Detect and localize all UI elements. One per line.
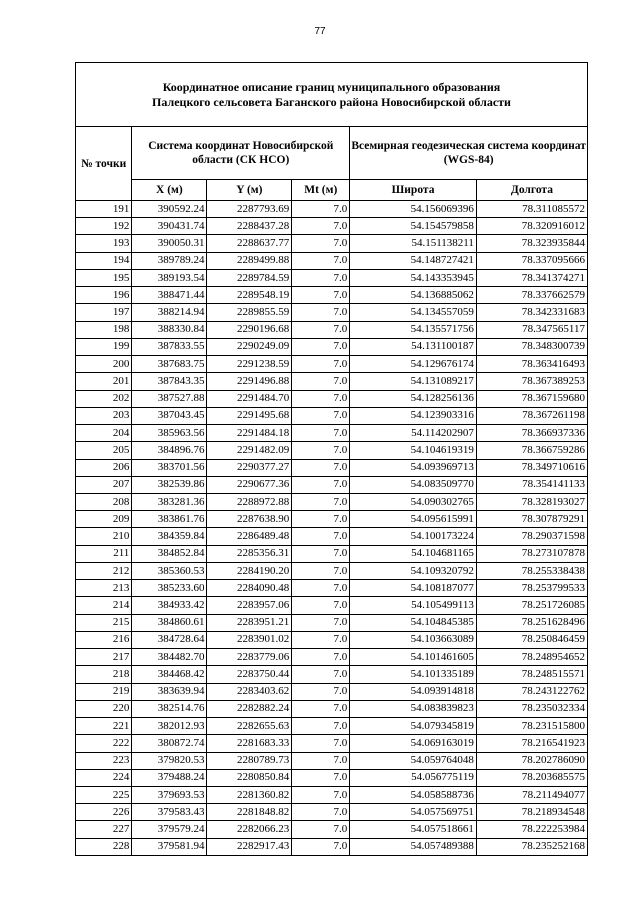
cell-mt: 7.0	[292, 390, 350, 407]
cell-y: 2291484.18	[207, 425, 292, 442]
cell-point-no: 199	[76, 338, 132, 355]
table-row	[76, 580, 587, 597]
cell-longitude: 78.255338438	[476, 562, 587, 579]
cell-point-no: 207	[76, 476, 132, 493]
cell-x: 379488.24	[132, 769, 207, 786]
header-mt: Mt (м)	[292, 180, 350, 201]
cell-point-no: 225	[76, 786, 132, 803]
cell-point-no: 203	[76, 407, 132, 424]
cell-longitude: 78.349710616	[476, 459, 587, 476]
cell-point-no: 200	[76, 356, 132, 373]
cell-longitude: 78.337662579	[476, 287, 587, 304]
cell-x: 383281.36	[132, 493, 207, 510]
cell-x: 384468.42	[132, 666, 207, 683]
cell-latitude: 54.131100187	[350, 338, 477, 355]
cell-point-no: 220	[76, 700, 132, 717]
table-row	[76, 321, 587, 338]
cell-point-no: 224	[76, 769, 132, 786]
cell-point-no: 213	[76, 580, 132, 597]
cell-point-no: 205	[76, 442, 132, 459]
cell-y: 2283901.02	[207, 631, 292, 648]
cell-latitude: 54.114202907	[350, 425, 477, 442]
cell-longitude: 78.367261198	[476, 407, 587, 424]
page-number: 77	[314, 26, 326, 37]
cell-point-no: 217	[76, 649, 132, 666]
cell-y: 2280850.84	[207, 769, 292, 786]
table-row	[76, 769, 587, 786]
table-row	[76, 562, 587, 579]
cell-mt: 7.0	[292, 597, 350, 614]
cell-x: 387043.45	[132, 407, 207, 424]
cell-point-no: 212	[76, 562, 132, 579]
table-row	[76, 338, 587, 355]
header-local-system: Система координат Новосибирской области (СК НСО)	[132, 127, 350, 180]
cell-point-no: 204	[76, 425, 132, 442]
cell-point-no: 191	[76, 201, 132, 218]
table-row	[76, 838, 587, 855]
cell-point-no: 222	[76, 735, 132, 752]
cell-mt: 7.0	[292, 528, 350, 545]
cell-mt: 7.0	[292, 718, 350, 735]
cell-x: 384852.84	[132, 545, 207, 562]
cell-mt: 7.0	[292, 459, 350, 476]
cell-latitude: 54.105499113	[350, 597, 477, 614]
cell-x: 385233.60	[132, 580, 207, 597]
cell-x: 385360.53	[132, 562, 207, 579]
cell-point-no: 206	[76, 459, 132, 476]
coordinates-table	[76, 127, 587, 855]
cell-x: 389193.54	[132, 269, 207, 286]
table-row	[76, 752, 587, 769]
cell-x: 382514.76	[132, 700, 207, 717]
cell-y: 2281848.82	[207, 804, 292, 821]
cell-mt: 7.0	[292, 338, 350, 355]
cell-longitude: 78.222253984	[476, 821, 587, 838]
cell-mt: 7.0	[292, 562, 350, 579]
cell-mt: 7.0	[292, 752, 350, 769]
cell-point-no: 223	[76, 752, 132, 769]
cell-x: 387833.55	[132, 338, 207, 355]
title-line-1: Координатное описание границ муниципального образования	[162, 79, 501, 94]
cell-x: 382539.86	[132, 476, 207, 493]
cell-y: 2286489.48	[207, 528, 292, 545]
cell-y: 2291496.88	[207, 373, 292, 390]
table-row	[76, 666, 587, 683]
cell-longitude: 78.366759286	[476, 442, 587, 459]
cell-y: 2290249.09	[207, 338, 292, 355]
cell-mt: 7.0	[292, 631, 350, 648]
table-row	[76, 511, 587, 528]
cell-longitude: 78.311085572	[476, 201, 587, 218]
cell-x: 379579.24	[132, 821, 207, 838]
cell-longitude: 78.248954652	[476, 649, 587, 666]
cell-latitude: 54.079345819	[350, 718, 477, 735]
cell-x: 379583.43	[132, 804, 207, 821]
cell-mt: 7.0	[292, 545, 350, 562]
cell-latitude: 54.148727421	[350, 252, 477, 269]
cell-x: 383639.94	[132, 683, 207, 700]
table-row	[76, 252, 587, 269]
cell-mt: 7.0	[292, 476, 350, 493]
cell-x: 388330.84	[132, 321, 207, 338]
cell-point-no: 209	[76, 511, 132, 528]
header-latitude: Широта	[350, 180, 477, 201]
cell-mt: 7.0	[292, 769, 350, 786]
cell-x: 384860.61	[132, 614, 207, 631]
cell-y: 2289855.59	[207, 304, 292, 321]
cell-point-no: 210	[76, 528, 132, 545]
table-row	[76, 269, 587, 286]
cell-y: 2288437.28	[207, 218, 292, 235]
table-row	[76, 493, 587, 510]
cell-y: 2287638.90	[207, 511, 292, 528]
cell-mt: 7.0	[292, 425, 350, 442]
cell-latitude: 54.059764048	[350, 752, 477, 769]
cell-mt: 7.0	[292, 649, 350, 666]
cell-mt: 7.0	[292, 614, 350, 631]
cell-longitude: 78.231515800	[476, 718, 587, 735]
cell-x: 384482.70	[132, 649, 207, 666]
cell-longitude: 78.347565117	[476, 321, 587, 338]
cell-latitude: 54.056775119	[350, 769, 477, 786]
cell-mt: 7.0	[292, 580, 350, 597]
cell-latitude: 54.136885062	[350, 287, 477, 304]
cell-x: 384896.76	[132, 442, 207, 459]
cell-longitude: 78.235252168	[476, 838, 587, 855]
cell-x: 380872.74	[132, 735, 207, 752]
cell-point-no: 208	[76, 493, 132, 510]
cell-point-no: 226	[76, 804, 132, 821]
cell-longitude: 78.202786090	[476, 752, 587, 769]
cell-point-no: 195	[76, 269, 132, 286]
table-row	[76, 235, 587, 252]
cell-longitude: 78.211494077	[476, 786, 587, 803]
cell-x: 383701.56	[132, 459, 207, 476]
cell-x: 390050.31	[132, 235, 207, 252]
cell-x: 389789.24	[132, 252, 207, 269]
cell-point-no: 211	[76, 545, 132, 562]
cell-latitude: 54.093914818	[350, 683, 477, 700]
cell-longitude: 78.337095666	[476, 252, 587, 269]
cell-mt: 7.0	[292, 373, 350, 390]
cell-x: 388214.94	[132, 304, 207, 321]
cell-longitude: 78.363416493	[476, 356, 587, 373]
cell-point-no: 198	[76, 321, 132, 338]
cell-mt: 7.0	[292, 493, 350, 510]
cell-x: 390592.24	[132, 201, 207, 218]
header-longitude: Долгота	[476, 180, 587, 201]
cell-x: 382012.93	[132, 718, 207, 735]
cell-longitude: 78.342331683	[476, 304, 587, 321]
header-wgs-system: Всемирная геодезическая система координат (WGS-84)	[350, 127, 587, 180]
cell-y: 2283951.21	[207, 614, 292, 631]
cell-longitude: 78.243122762	[476, 683, 587, 700]
table-row	[76, 304, 587, 321]
cell-latitude: 54.143353945	[350, 269, 477, 286]
cell-mt: 7.0	[292, 683, 350, 700]
cell-mt: 7.0	[292, 700, 350, 717]
table-row	[76, 597, 587, 614]
table-body	[76, 201, 587, 855]
cell-point-no: 194	[76, 252, 132, 269]
cell-y: 2289784.59	[207, 269, 292, 286]
cell-mt: 7.0	[292, 287, 350, 304]
cell-y: 2282655.63	[207, 718, 292, 735]
cell-y: 2283957.06	[207, 597, 292, 614]
document-title	[76, 63, 587, 127]
cell-mt: 7.0	[292, 252, 350, 269]
table-row	[76, 649, 587, 666]
cell-point-no: 227	[76, 821, 132, 838]
table-row	[76, 528, 587, 545]
cell-mt: 7.0	[292, 269, 350, 286]
cell-mt: 7.0	[292, 356, 350, 373]
header-y: Y (м)	[207, 180, 292, 201]
cell-y: 2281360.82	[207, 786, 292, 803]
cell-y: 2284090.48	[207, 580, 292, 597]
cell-longitude: 78.235032334	[476, 700, 587, 717]
cell-y: 2282066.23	[207, 821, 292, 838]
cell-latitude: 54.104681165	[350, 545, 477, 562]
cell-x: 388471.44	[132, 287, 207, 304]
cell-longitude: 78.218934548	[476, 804, 587, 821]
cell-latitude: 54.057489388	[350, 838, 477, 855]
cell-mt: 7.0	[292, 407, 350, 424]
table-row	[76, 476, 587, 493]
cell-longitude: 78.203685575	[476, 769, 587, 786]
cell-longitude: 78.366937336	[476, 425, 587, 442]
cell-latitude: 54.128256136	[350, 390, 477, 407]
cell-longitude: 78.367389253	[476, 373, 587, 390]
cell-x: 387527.88	[132, 390, 207, 407]
cell-x: 387843.35	[132, 373, 207, 390]
cell-longitude: 78.307879291	[476, 511, 587, 528]
cell-latitude: 54.156069396	[350, 201, 477, 218]
cell-point-no: 202	[76, 390, 132, 407]
cell-x: 390431.74	[132, 218, 207, 235]
cell-x: 384359.84	[132, 528, 207, 545]
cell-longitude: 78.348300739	[476, 338, 587, 355]
cell-point-no: 216	[76, 631, 132, 648]
table-row	[76, 786, 587, 803]
cell-point-no: 197	[76, 304, 132, 321]
cell-longitude: 78.250846459	[476, 631, 587, 648]
cell-longitude: 78.253799533	[476, 580, 587, 597]
table-row	[76, 718, 587, 735]
cell-point-no: 192	[76, 218, 132, 235]
coordinate-document	[75, 62, 588, 856]
table-row	[76, 442, 587, 459]
cell-latitude: 54.134557059	[350, 304, 477, 321]
cell-longitude: 78.354141133	[476, 476, 587, 493]
table-row	[76, 425, 587, 442]
cell-y: 2283779.06	[207, 649, 292, 666]
cell-longitude: 78.320916012	[476, 218, 587, 235]
cell-latitude: 54.069163019	[350, 735, 477, 752]
cell-mt: 7.0	[292, 321, 350, 338]
cell-longitude: 78.367159680	[476, 390, 587, 407]
cell-latitude: 54.083509770	[350, 476, 477, 493]
table-row	[76, 700, 587, 717]
cell-y: 2282882.24	[207, 700, 292, 717]
header-x: X (м)	[132, 180, 207, 201]
cell-y: 2283403.62	[207, 683, 292, 700]
table-row	[76, 218, 587, 235]
cell-mt: 7.0	[292, 821, 350, 838]
table-row	[76, 821, 587, 838]
table-row	[76, 735, 587, 752]
table-row	[76, 390, 587, 407]
cell-latitude: 54.093969713	[350, 459, 477, 476]
cell-point-no: 219	[76, 683, 132, 700]
cell-latitude: 54.129676174	[350, 356, 477, 373]
cell-latitude: 54.108187077	[350, 580, 477, 597]
cell-latitude: 54.083839823	[350, 700, 477, 717]
cell-x: 379581.94	[132, 838, 207, 855]
cell-latitude: 54.135571756	[350, 321, 477, 338]
cell-longitude: 78.290371598	[476, 528, 587, 545]
cell-x: 385963.56	[132, 425, 207, 442]
cell-latitude: 54.101335189	[350, 666, 477, 683]
cell-point-no: 228	[76, 838, 132, 855]
cell-longitude: 78.328193027	[476, 493, 587, 510]
cell-y: 2290196.68	[207, 321, 292, 338]
table-row	[76, 545, 587, 562]
header-point-no: № точки	[76, 127, 132, 201]
cell-mt: 7.0	[292, 666, 350, 683]
cell-latitude: 54.100173224	[350, 528, 477, 545]
cell-longitude: 78.323935844	[476, 235, 587, 252]
table-row	[76, 356, 587, 373]
cell-mt: 7.0	[292, 304, 350, 321]
cell-x: 387683.75	[132, 356, 207, 373]
cell-point-no: 214	[76, 597, 132, 614]
cell-y: 2288972.88	[207, 493, 292, 510]
table-row	[76, 407, 587, 424]
cell-y: 2291495.68	[207, 407, 292, 424]
cell-point-no: 193	[76, 235, 132, 252]
cell-y: 2291484.70	[207, 390, 292, 407]
cell-latitude: 54.109320792	[350, 562, 477, 579]
cell-latitude: 54.090302765	[350, 493, 477, 510]
cell-mt: 7.0	[292, 511, 350, 528]
cell-longitude: 78.273107878	[476, 545, 587, 562]
cell-mt: 7.0	[292, 804, 350, 821]
cell-longitude: 78.251628496	[476, 614, 587, 631]
cell-mt: 7.0	[292, 786, 350, 803]
table-row	[76, 459, 587, 476]
cell-latitude: 54.104619319	[350, 442, 477, 459]
cell-y: 2287793.69	[207, 201, 292, 218]
cell-point-no: 196	[76, 287, 132, 304]
cell-x: 383861.76	[132, 511, 207, 528]
cell-latitude: 54.154579858	[350, 218, 477, 235]
cell-x: 384728.64	[132, 631, 207, 648]
cell-y: 2281683.33	[207, 735, 292, 752]
cell-y: 2284190.20	[207, 562, 292, 579]
cell-longitude: 78.216541923	[476, 735, 587, 752]
table-row	[76, 373, 587, 390]
cell-y: 2290677.36	[207, 476, 292, 493]
table-row	[76, 287, 587, 304]
cell-latitude: 54.095615991	[350, 511, 477, 528]
cell-mt: 7.0	[292, 442, 350, 459]
cell-mt: 7.0	[292, 735, 350, 752]
cell-point-no: 221	[76, 718, 132, 735]
cell-y: 2282917.43	[207, 838, 292, 855]
table-row	[76, 804, 587, 821]
title-line-2: Палецкого сельсовета Баганского района Новосибирской области	[152, 94, 511, 109]
cell-latitude: 54.058588736	[350, 786, 477, 803]
cell-latitude: 54.104845385	[350, 614, 477, 631]
cell-latitude: 54.103663089	[350, 631, 477, 648]
cell-y: 2289548.19	[207, 287, 292, 304]
cell-y: 2290377.27	[207, 459, 292, 476]
cell-mt: 7.0	[292, 235, 350, 252]
cell-latitude: 54.057518661	[350, 821, 477, 838]
cell-mt: 7.0	[292, 838, 350, 855]
cell-latitude: 54.057569751	[350, 804, 477, 821]
cell-y: 2280789.73	[207, 752, 292, 769]
cell-point-no: 218	[76, 666, 132, 683]
cell-latitude: 54.151138211	[350, 235, 477, 252]
cell-y: 2285356.31	[207, 545, 292, 562]
cell-y: 2283750.44	[207, 666, 292, 683]
cell-y: 2288637.77	[207, 235, 292, 252]
cell-longitude: 78.248515571	[476, 666, 587, 683]
cell-point-no: 201	[76, 373, 132, 390]
cell-longitude: 78.251726085	[476, 597, 587, 614]
cell-x: 379693.53	[132, 786, 207, 803]
cell-latitude: 54.101461605	[350, 649, 477, 666]
cell-point-no: 215	[76, 614, 132, 631]
table-row	[76, 201, 587, 218]
cell-mt: 7.0	[292, 218, 350, 235]
cell-y: 2289499.88	[207, 252, 292, 269]
cell-mt: 7.0	[292, 201, 350, 218]
table-row	[76, 631, 587, 648]
cell-longitude: 78.341374271	[476, 269, 587, 286]
cell-y: 2291238.59	[207, 356, 292, 373]
cell-x: 379820.53	[132, 752, 207, 769]
cell-y: 2291482.09	[207, 442, 292, 459]
cell-latitude: 54.131089217	[350, 373, 477, 390]
cell-x: 384933.42	[132, 597, 207, 614]
table-row	[76, 683, 587, 700]
cell-latitude: 54.123903316	[350, 407, 477, 424]
table-row	[76, 614, 587, 631]
